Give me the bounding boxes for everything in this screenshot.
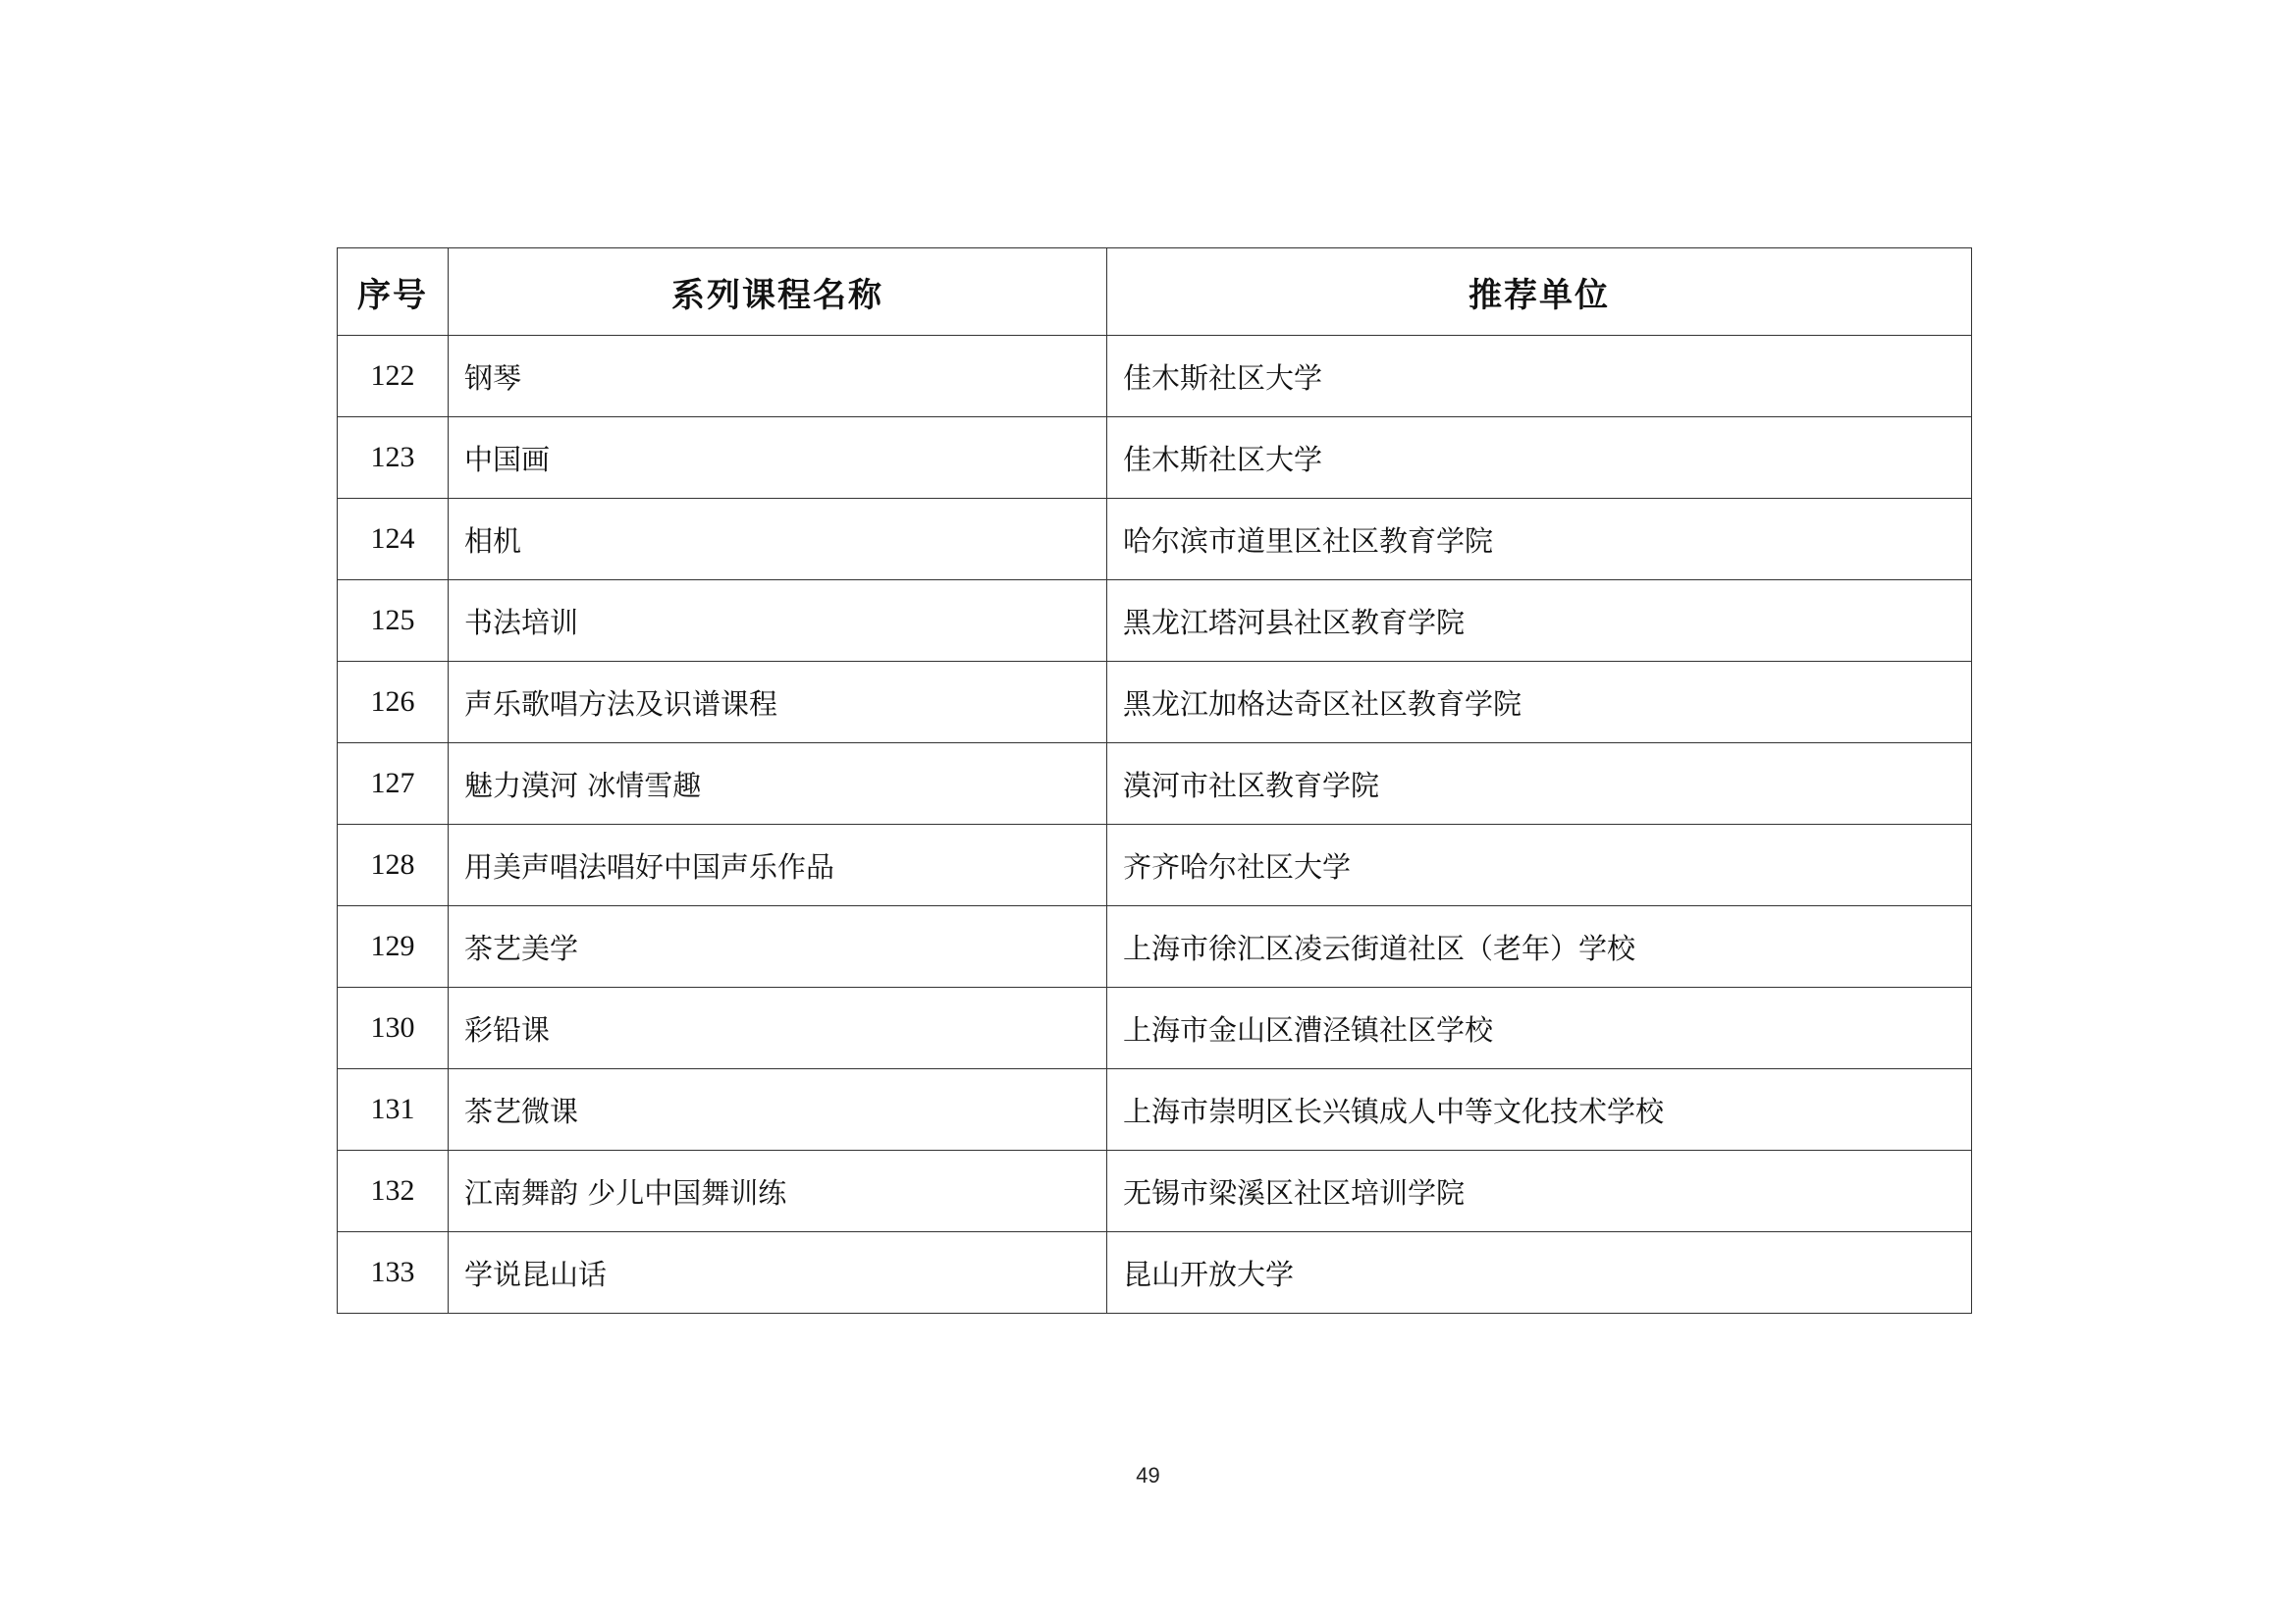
row-serial-number: 130 (338, 988, 449, 1069)
row-course-name: 声乐歌唱方法及识谱课程 (449, 662, 1107, 743)
table-row (338, 1069, 1972, 1151)
row-serial-number: 133 (338, 1232, 449, 1314)
row-recommending-unit: 黑龙江加格达奇区社区教育学院 (1107, 662, 1972, 743)
row-course-name: 魅力漠河 冰情雪趣 (449, 743, 1107, 825)
row-serial-number: 131 (338, 1069, 449, 1151)
table-header-row (338, 248, 1972, 336)
row-recommending-unit: 上海市金山区漕泾镇社区学校 (1107, 988, 1972, 1069)
row-recommending-unit: 漠河市社区教育学院 (1107, 743, 1972, 825)
row-serial-number: 132 (338, 1151, 449, 1232)
row-recommending-unit: 昆山开放大学 (1107, 1232, 1972, 1314)
table-row (338, 1232, 1972, 1314)
row-course-name: 学说昆山话 (449, 1232, 1107, 1314)
row-serial-number: 128 (338, 825, 449, 906)
table-row (338, 906, 1972, 988)
row-recommending-unit: 上海市崇明区长兴镇成人中等文化技术学校 (1107, 1069, 1972, 1151)
row-recommending-unit: 上海市徐汇区凌云街道社区（老年）学校 (1107, 906, 1972, 988)
row-recommending-unit: 佳木斯社区大学 (1107, 336, 1972, 417)
row-serial-number: 124 (338, 499, 449, 580)
row-course-name: 彩铅课 (449, 988, 1107, 1069)
page-number: 49 (1136, 1463, 1160, 1488)
table-row (338, 988, 1972, 1069)
row-recommending-unit: 齐齐哈尔社区大学 (1107, 825, 1972, 906)
table-row (338, 336, 1972, 417)
table-row (338, 580, 1972, 662)
row-course-name: 用美声唱法唱好中国声乐作品 (449, 825, 1107, 906)
row-serial-number: 123 (338, 417, 449, 499)
table-row (338, 1151, 1972, 1232)
row-serial-number: 122 (338, 336, 449, 417)
row-recommending-unit: 无锡市梁溪区社区培训学院 (1107, 1151, 1972, 1232)
row-serial-number: 125 (338, 580, 449, 662)
header-recommending-unit: 推荐单位 (1107, 248, 1972, 336)
row-course-name: 江南舞韵 少儿中国舞训练 (449, 1151, 1107, 1232)
row-course-name: 相机 (449, 499, 1107, 580)
row-course-name: 中国画 (449, 417, 1107, 499)
table-row (338, 743, 1972, 825)
header-serial-number: 序号 (338, 248, 449, 336)
table-row (338, 417, 1972, 499)
row-serial-number: 126 (338, 662, 449, 743)
row-course-name: 茶艺微课 (449, 1069, 1107, 1151)
header-course-name: 系列课程名称 (449, 248, 1107, 336)
row-recommending-unit: 哈尔滨市道里区社区教育学院 (1107, 499, 1972, 580)
row-recommending-unit: 佳木斯社区大学 (1107, 417, 1972, 499)
row-course-name: 茶艺美学 (449, 906, 1107, 988)
table-row (338, 499, 1972, 580)
table-row (338, 825, 1972, 906)
row-course-name: 钢琴 (449, 336, 1107, 417)
row-serial-number: 129 (338, 906, 449, 988)
row-serial-number: 127 (338, 743, 449, 825)
table-row (338, 662, 1972, 743)
row-recommending-unit: 黑龙江塔河县社区教育学院 (1107, 580, 1972, 662)
course-table (337, 247, 1972, 1314)
row-course-name: 书法培训 (449, 580, 1107, 662)
